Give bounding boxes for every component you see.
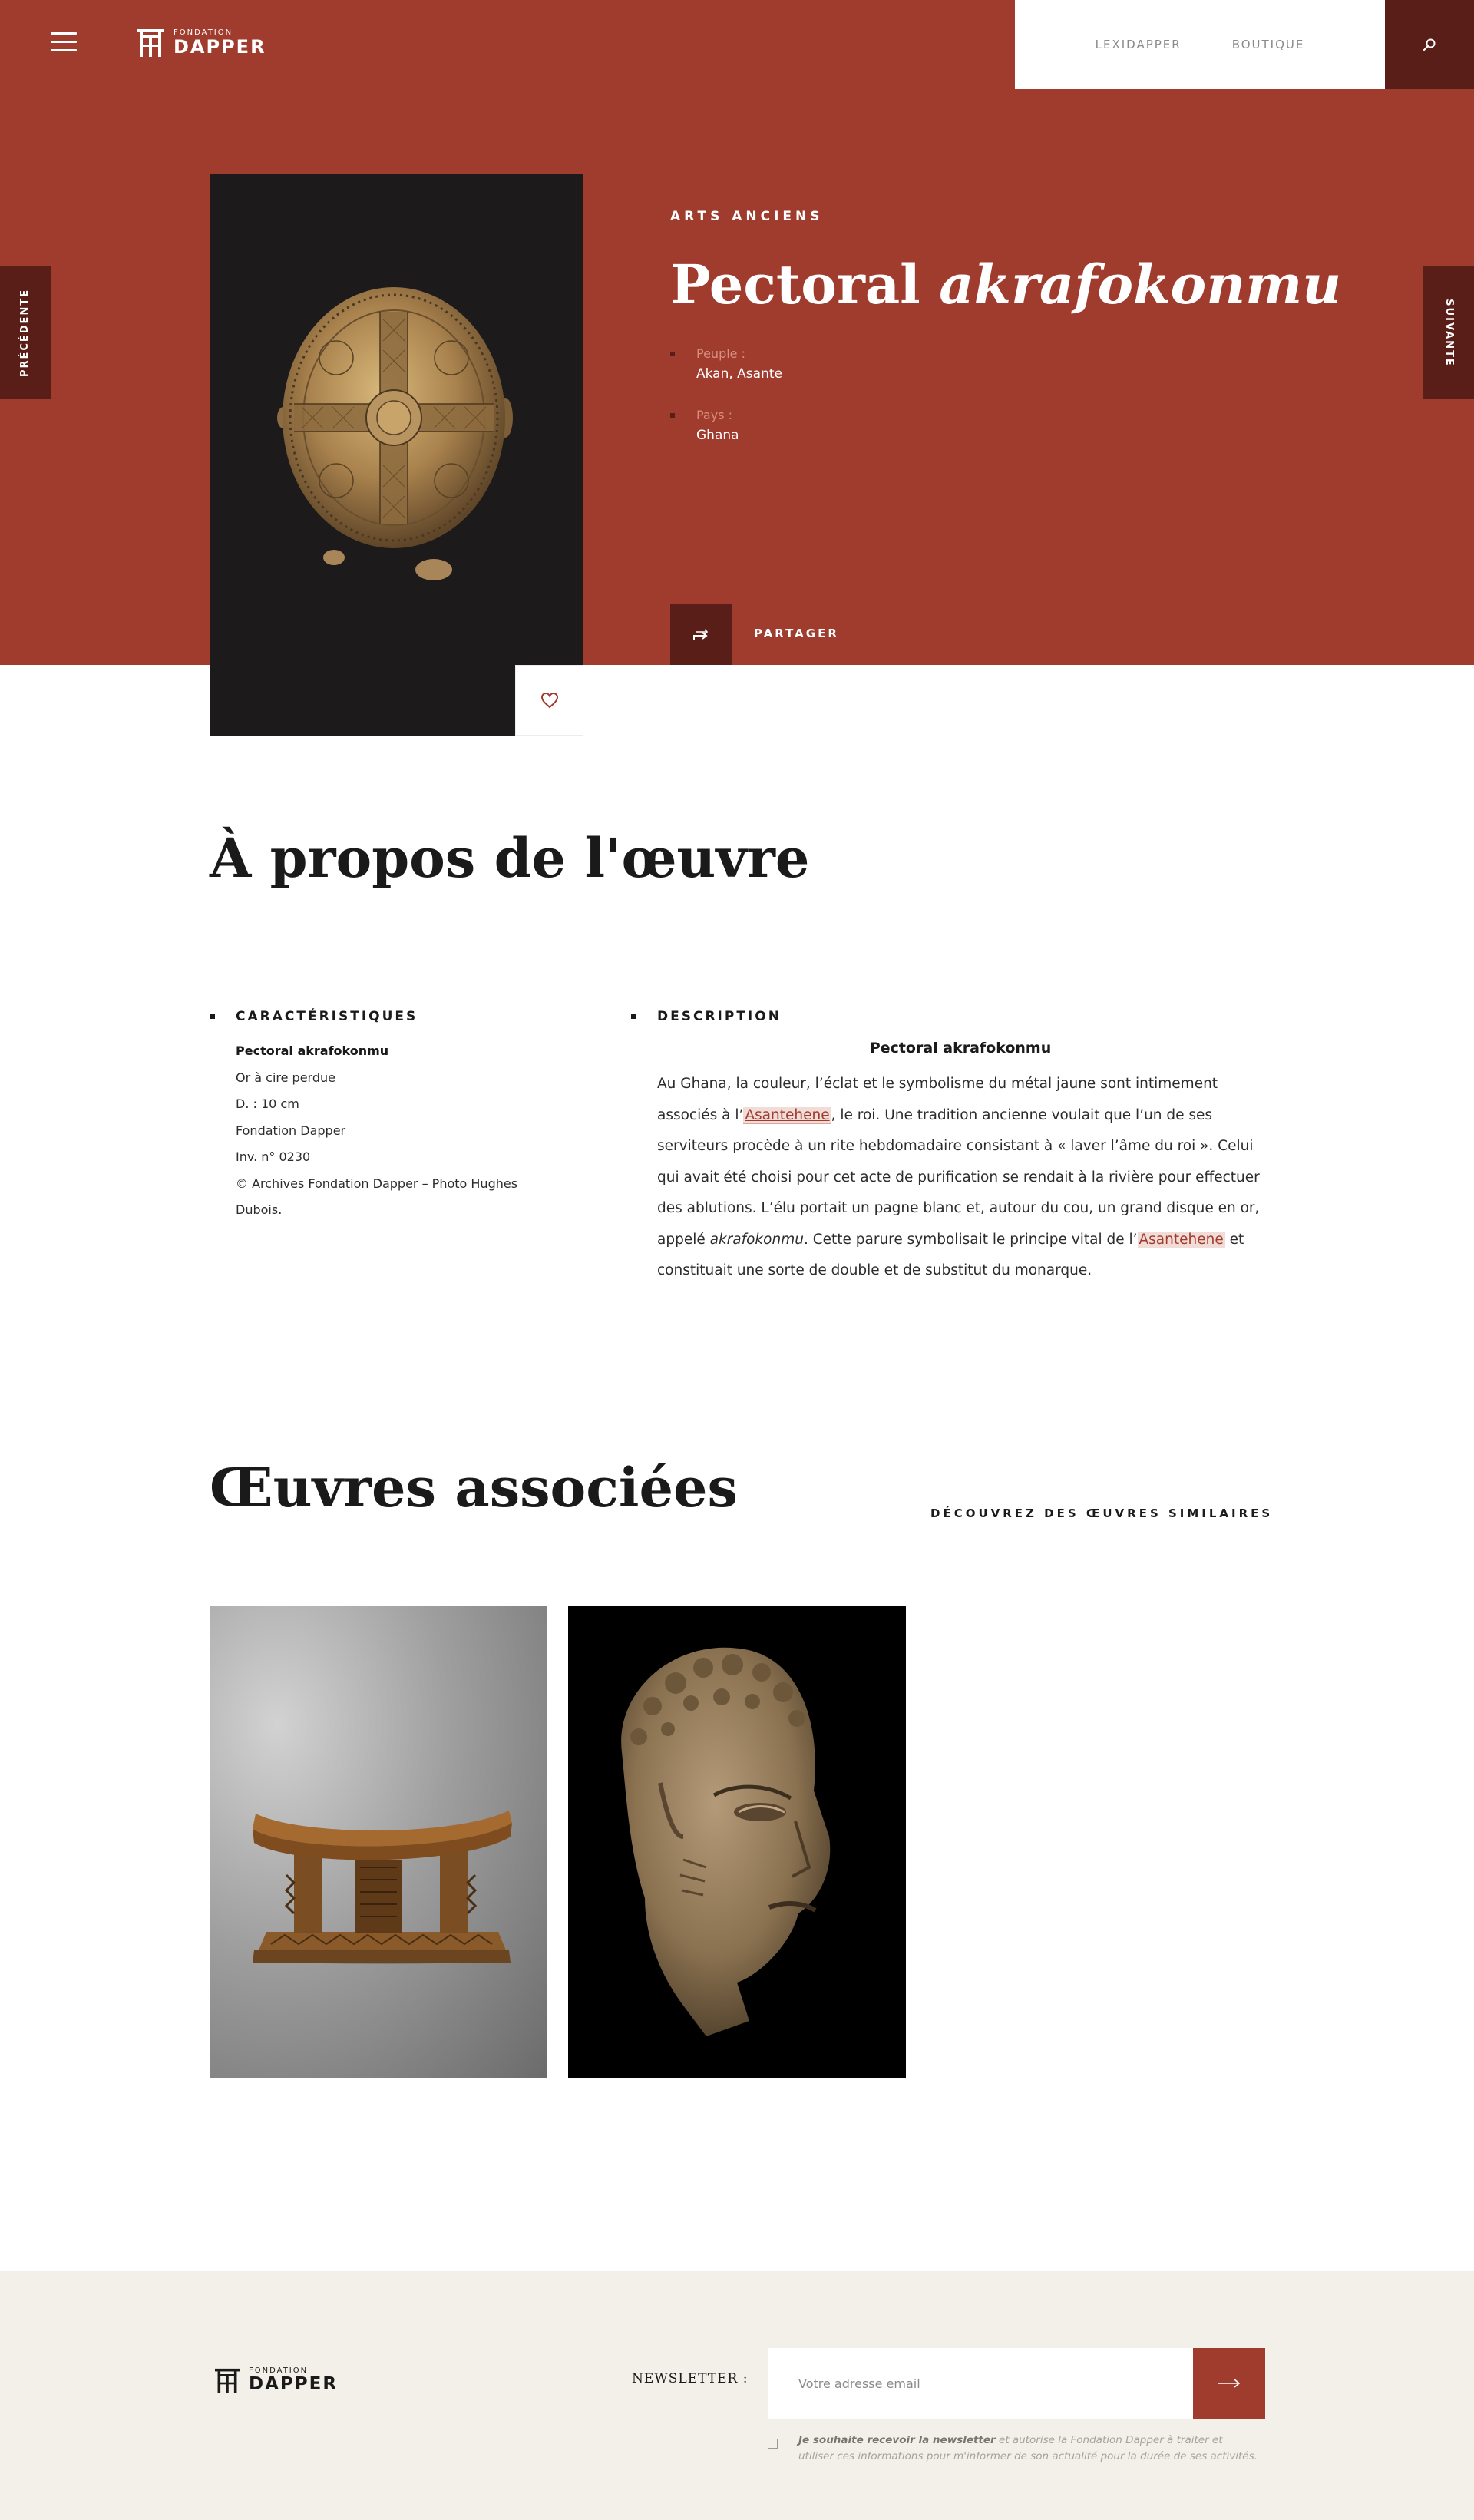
description-italic: akrafokonmu — [709, 1231, 804, 1248]
menu-icon[interactable] — [51, 32, 77, 54]
description-part: . Cette parure symbolisait le principe vital de l’ — [803, 1231, 1138, 1248]
footer-logo-subtitle: FONDATION — [249, 2366, 309, 2375]
next-label: SUIVANTE — [1443, 298, 1455, 367]
newsletter-consent-text — [798, 2432, 1259, 2465]
footer — [0, 2271, 1474, 2520]
share-label[interactable]: PARTAGER — [754, 627, 839, 640]
logo[interactable] — [137, 28, 266, 57]
newsletter-email-input[interactable] — [768, 2348, 1193, 2419]
related-artwork-head[interactable] — [568, 1606, 906, 2078]
newsletter-submit-button[interactable] — [1193, 2348, 1265, 2419]
share-button[interactable] — [670, 604, 732, 665]
characteristic-item: Fondation Dapper — [236, 1123, 346, 1138]
characteristic-item: D. : 10 cm — [236, 1096, 299, 1111]
logo-subtitle: FONDATION — [174, 28, 233, 37]
characteristic-item: Pectoral akrafokonmu — [236, 1043, 389, 1058]
characteristic-item: © Archives Fondation Dapper – Photo Hughes Dubois. — [236, 1176, 518, 1217]
asantehene-link[interactable]: Asantehene — [1139, 1231, 1224, 1248]
characteristic-item: Or à cire perdue — [236, 1070, 335, 1085]
related-heading: Œuvres associées — [210, 1456, 738, 1520]
search-icon — [1423, 38, 1436, 51]
description-text — [657, 1069, 1267, 1287]
meta-people-label: Peuple : — [696, 346, 745, 361]
heart-icon — [540, 692, 559, 709]
meta-people — [670, 344, 1131, 384]
dapper-logo-icon — [137, 28, 164, 57]
nav-lexidapper[interactable]: LEXIDAPPER — [1095, 38, 1182, 51]
artwork-category: ARTS ANCIENS — [670, 209, 824, 224]
artwork-title-plain: Pectoral — [670, 253, 920, 316]
newsletter-consent-checkbox[interactable] — [768, 2439, 778, 2449]
meta-country-label: Pays : — [696, 408, 733, 422]
head-sculpture-illustration — [568, 1606, 906, 2078]
consent-rest: et autorise la Fondation Dapper à traiter et utiliser ces informations pour m'informer de son actualité pour la durée de ses activités. — [798, 2434, 1258, 2462]
footer-logo-title: DAPPER — [249, 2374, 339, 2394]
artwork-title-italic: akrafokonmu — [939, 253, 1342, 316]
consent-bold: Je souhaite recevoir la newsletter — [798, 2434, 996, 2446]
stool-illustration — [210, 1606, 547, 2078]
next-tab[interactable] — [1423, 266, 1474, 399]
characteristic-item: Inv. n° 0230 — [236, 1149, 311, 1164]
newsletter-label: NEWSLETTER : — [632, 2371, 749, 2386]
discover-similar-link[interactable]: DÉCOUVREZ DES ŒUVRES SIMILAIRES — [930, 1506, 1274, 1520]
bullet — [670, 352, 675, 356]
description-label: DESCRIPTION — [657, 1009, 782, 1024]
dapper-logo-icon — [215, 2367, 240, 2393]
nav-boutique[interactable]: BOUTIQUE — [1231, 38, 1305, 51]
pectoral-illustration — [210, 174, 583, 736]
asantehene-link[interactable]: Asantehene — [745, 1106, 830, 1123]
characteristics-list — [236, 1038, 558, 1224]
favorite-button[interactable] — [515, 665, 583, 736]
logo-title: DAPPER — [174, 36, 266, 58]
previous-tab[interactable] — [0, 266, 51, 399]
artwork-image[interactable] — [210, 174, 583, 736]
description-part: , le roi. Une tradition ancienne voulait que l’un de ses serviteurs procède à un rite hebdomadaire consistant à « laver l’âme du roi ». Celui qui avait été choisi pour cet acte de purification se rendait à la rivière pour effectuer des ablutions. L’élu portait un pagne blanc et, autour du cou, un grand disque en or, appelé — [657, 1106, 1260, 1248]
about-heading: À propos de l'œuvre — [210, 826, 810, 890]
characteristics-label: CARACTÉRISTIQUES — [236, 1009, 418, 1024]
description-part: Au Ghana, la couleur, l’éclat et le symbolisme du métal jaune sont intimement associés à l’ — [657, 1076, 1218, 1123]
footer-logo[interactable] — [215, 2366, 338, 2393]
meta-people-value: Akan, Asante — [696, 366, 782, 382]
arrow-right-icon — [1218, 2378, 1241, 2389]
previous-label: PRÉCÉDENTE — [19, 288, 31, 377]
search-button[interactable] — [1385, 0, 1474, 89]
bullet — [670, 413, 675, 418]
artwork-title — [670, 250, 1341, 319]
share-icon — [692, 627, 710, 641]
meta-country — [670, 405, 1131, 445]
related-artwork-stool[interactable] — [210, 1606, 547, 2078]
top-nav — [1015, 0, 1385, 89]
description-title: Pectoral akrafokonmu — [869, 1040, 1052, 1057]
meta-country-value: Ghana — [696, 428, 739, 443]
description-part: et constituait une sorte de double et de substitut du monarque. — [657, 1231, 1244, 1278]
